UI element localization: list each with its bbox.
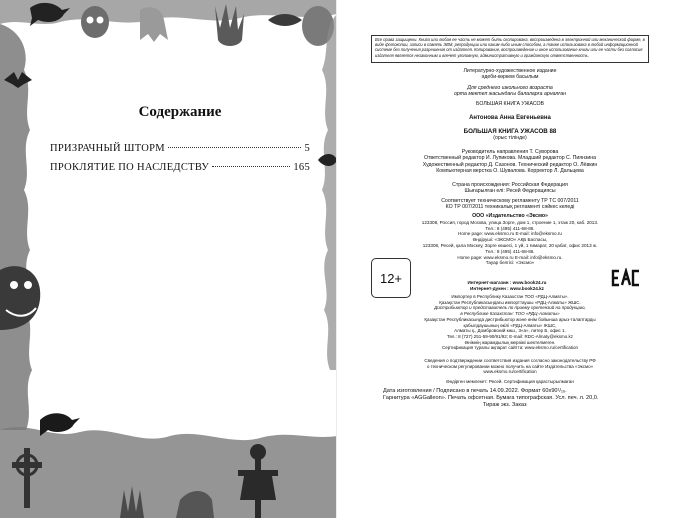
origin-kz: Шығарылған елі: Ресей Федерациясы [464,188,556,195]
origin: Страна происхождения: Российская Федерация [452,182,568,188]
kz-line: Өнімнің жарамдылық мерзімі шектелмеген. [464,339,556,345]
credit-line: Компьютерная верстка О. Шувалова. Корректор Л. Дальцева [436,168,584,175]
kz-line: Сертификация туралы ақпарат сайтта: www.eksmo.ru/certification [442,345,578,351]
credits [371,149,649,175]
credit-line: Художественный редактор Д. Сазонов. Технический редактор О. Лёвкин [422,161,598,168]
kz-line: Алматы қ., Домбровский көш., 3«а», литер Б, офис 1. [454,328,566,334]
kz-line: в Республике Казахстан: ТОО «РДЦ-Алматы» [460,311,560,317]
table-of-contents [50,104,310,181]
address-line: Тауар белгісі: «Эксмо» [485,260,535,266]
print-line: Гарнитура «AGGalleon». Печать офсетная. Бумага типографская. Усл. печ. л. 20,0. [383,395,599,401]
book-title: БОЛЬШАЯ КНИГА УЖАСОВ 88 [463,128,557,135]
copyright-notice: Все права защищены. Книга или любая ее часть не может быть скопирована, воспроизведена в электронной или механической форме, в виде фотокопии, записи в память ЭВМ, репродукции или каким-либо иным способом, а также использована в любой информационной системе без получения разрешения от издателя. Копирование, воспроизведение и иное использование книги или ее части без согласия издателя является незаконным и влечет уголовную, административную и гражданскую ответственность. [371,35,649,63]
address-line: 123308, Россия, город Москва, улица Зорге, дом 1, строение 1, этаж 20, каб. 2013. [421,219,599,225]
toc-entry-title: ПРОКЛЯТИЕ ПО НАСЛЕДСТВУ [50,162,210,173]
kz-line: қабылдаушының өкілі «РДЦ-Алматы» ЖШС, [463,322,557,328]
author: Антонова Анна Евгеньевна [469,115,551,121]
audience: Для среднего школьного возраста [467,85,553,91]
print-info [383,388,653,409]
eac-mark-icon [611,267,641,289]
address-line: Тел.: 8 (495) 411-68-86. [485,225,535,231]
credit-line: Руководитель направления Т. Суворова [461,149,559,155]
cert-line: о техническом регулировании можно получить на сайте Издательства «Эксмо» [426,363,594,369]
right-page [337,0,674,518]
cert-line: www.eksmo.ru/certification [483,369,537,375]
credit-line: Ответственный редактор И. Лупикова. Младший редактор С. Пиянзина [423,155,596,162]
toc-title: Содержание [138,104,222,120]
address-line: 123308, Ресей, қала Мәскеу, Зорге көшесі, 1 үй, 1 ғимарат, 20 қабат, офис 2013 ж. [422,242,598,248]
toc-entry-page: 165 [293,162,310,173]
kz-line: Дистрибьютор и представитель по приему претензий на продукцию, [434,305,586,311]
toc-leader [212,166,290,167]
skull-icon [81,6,109,38]
toc-entry [50,143,310,154]
series: БОЛЬШАЯ КНИГА УЖАСОВ [476,101,544,107]
kz-import-block [371,294,649,351]
cert-line: Сведения о подтверждении соответствия издания согласно законодательству РФ [424,358,596,363]
toc-entry [50,162,310,173]
print-line: Дата изготовления / Подписано в печать 14.09.2022. Формат 60x90¹/₁₆. [383,388,567,394]
address-line: Тел.: 8 (495) 411-68-86. [485,248,535,254]
book-title-lang: (орыс тілінде) [493,135,527,142]
genre-kz: әдеби-көркем басылым [481,74,539,81]
address-line: Home page: www.eksmo.ru E-mail: info@eksmo.ru. [457,254,563,260]
certification-block [371,358,649,375]
manufactured: Өндірген мемлекет: Ресей. Сертификация қарастырылмаған [446,379,574,384]
kz-line: Қазақстан Республикасындағы импорттаушы «РДЦ-Алматы» ЖШС. [439,299,581,305]
toc-leader [168,147,301,148]
kz-line: Импортер в Республику Казахстан ТОО «РДЦ-Алматы». [451,294,569,299]
regulation-line: КО ТР 007/2011 техникалық регламенті сәйкес келеді [445,204,575,211]
genre: Литературно-художественное издание [463,68,557,74]
kz-line: Тел.: 8 (727) 251-59-90/91/92; E-mail: RDC-Almaty@eksmo.kz [446,333,574,339]
address-line: Өндіруші: «ЭКСМО» АҚБ Баспасы, [472,237,548,243]
audience-kz: орта мектеп жасындағы балаларға арналған [453,91,567,98]
address-line: Home page: www.eksmo.ru E-mail: info@eksmo.ru [458,231,562,237]
shop-line: Интернет-дүкен : www.book24.kz [470,285,544,291]
shop-line: Интернет-магазин : www.book24.ru [467,280,547,285]
age-rating-badge: 12+ [371,258,411,298]
toc-entry-title: ПРИЗРАЧНЫЙ ШТОРМ [50,143,165,154]
toc-entry-page: 5 [304,143,310,154]
publisher: ООО «Издательство «Эксмо» [472,213,548,219]
print-line: Тираж экз. Заказ [483,402,527,408]
clown-face-icon [0,266,40,330]
regulation-line: Соответствует техническому регламенту ТР ТС 007/2011 [441,198,579,204]
publisher-block [371,214,649,266]
kz-line: Қазақстан Республикасында дистрибьютор және өнім бойынша арыз-талаптарды [424,316,596,322]
